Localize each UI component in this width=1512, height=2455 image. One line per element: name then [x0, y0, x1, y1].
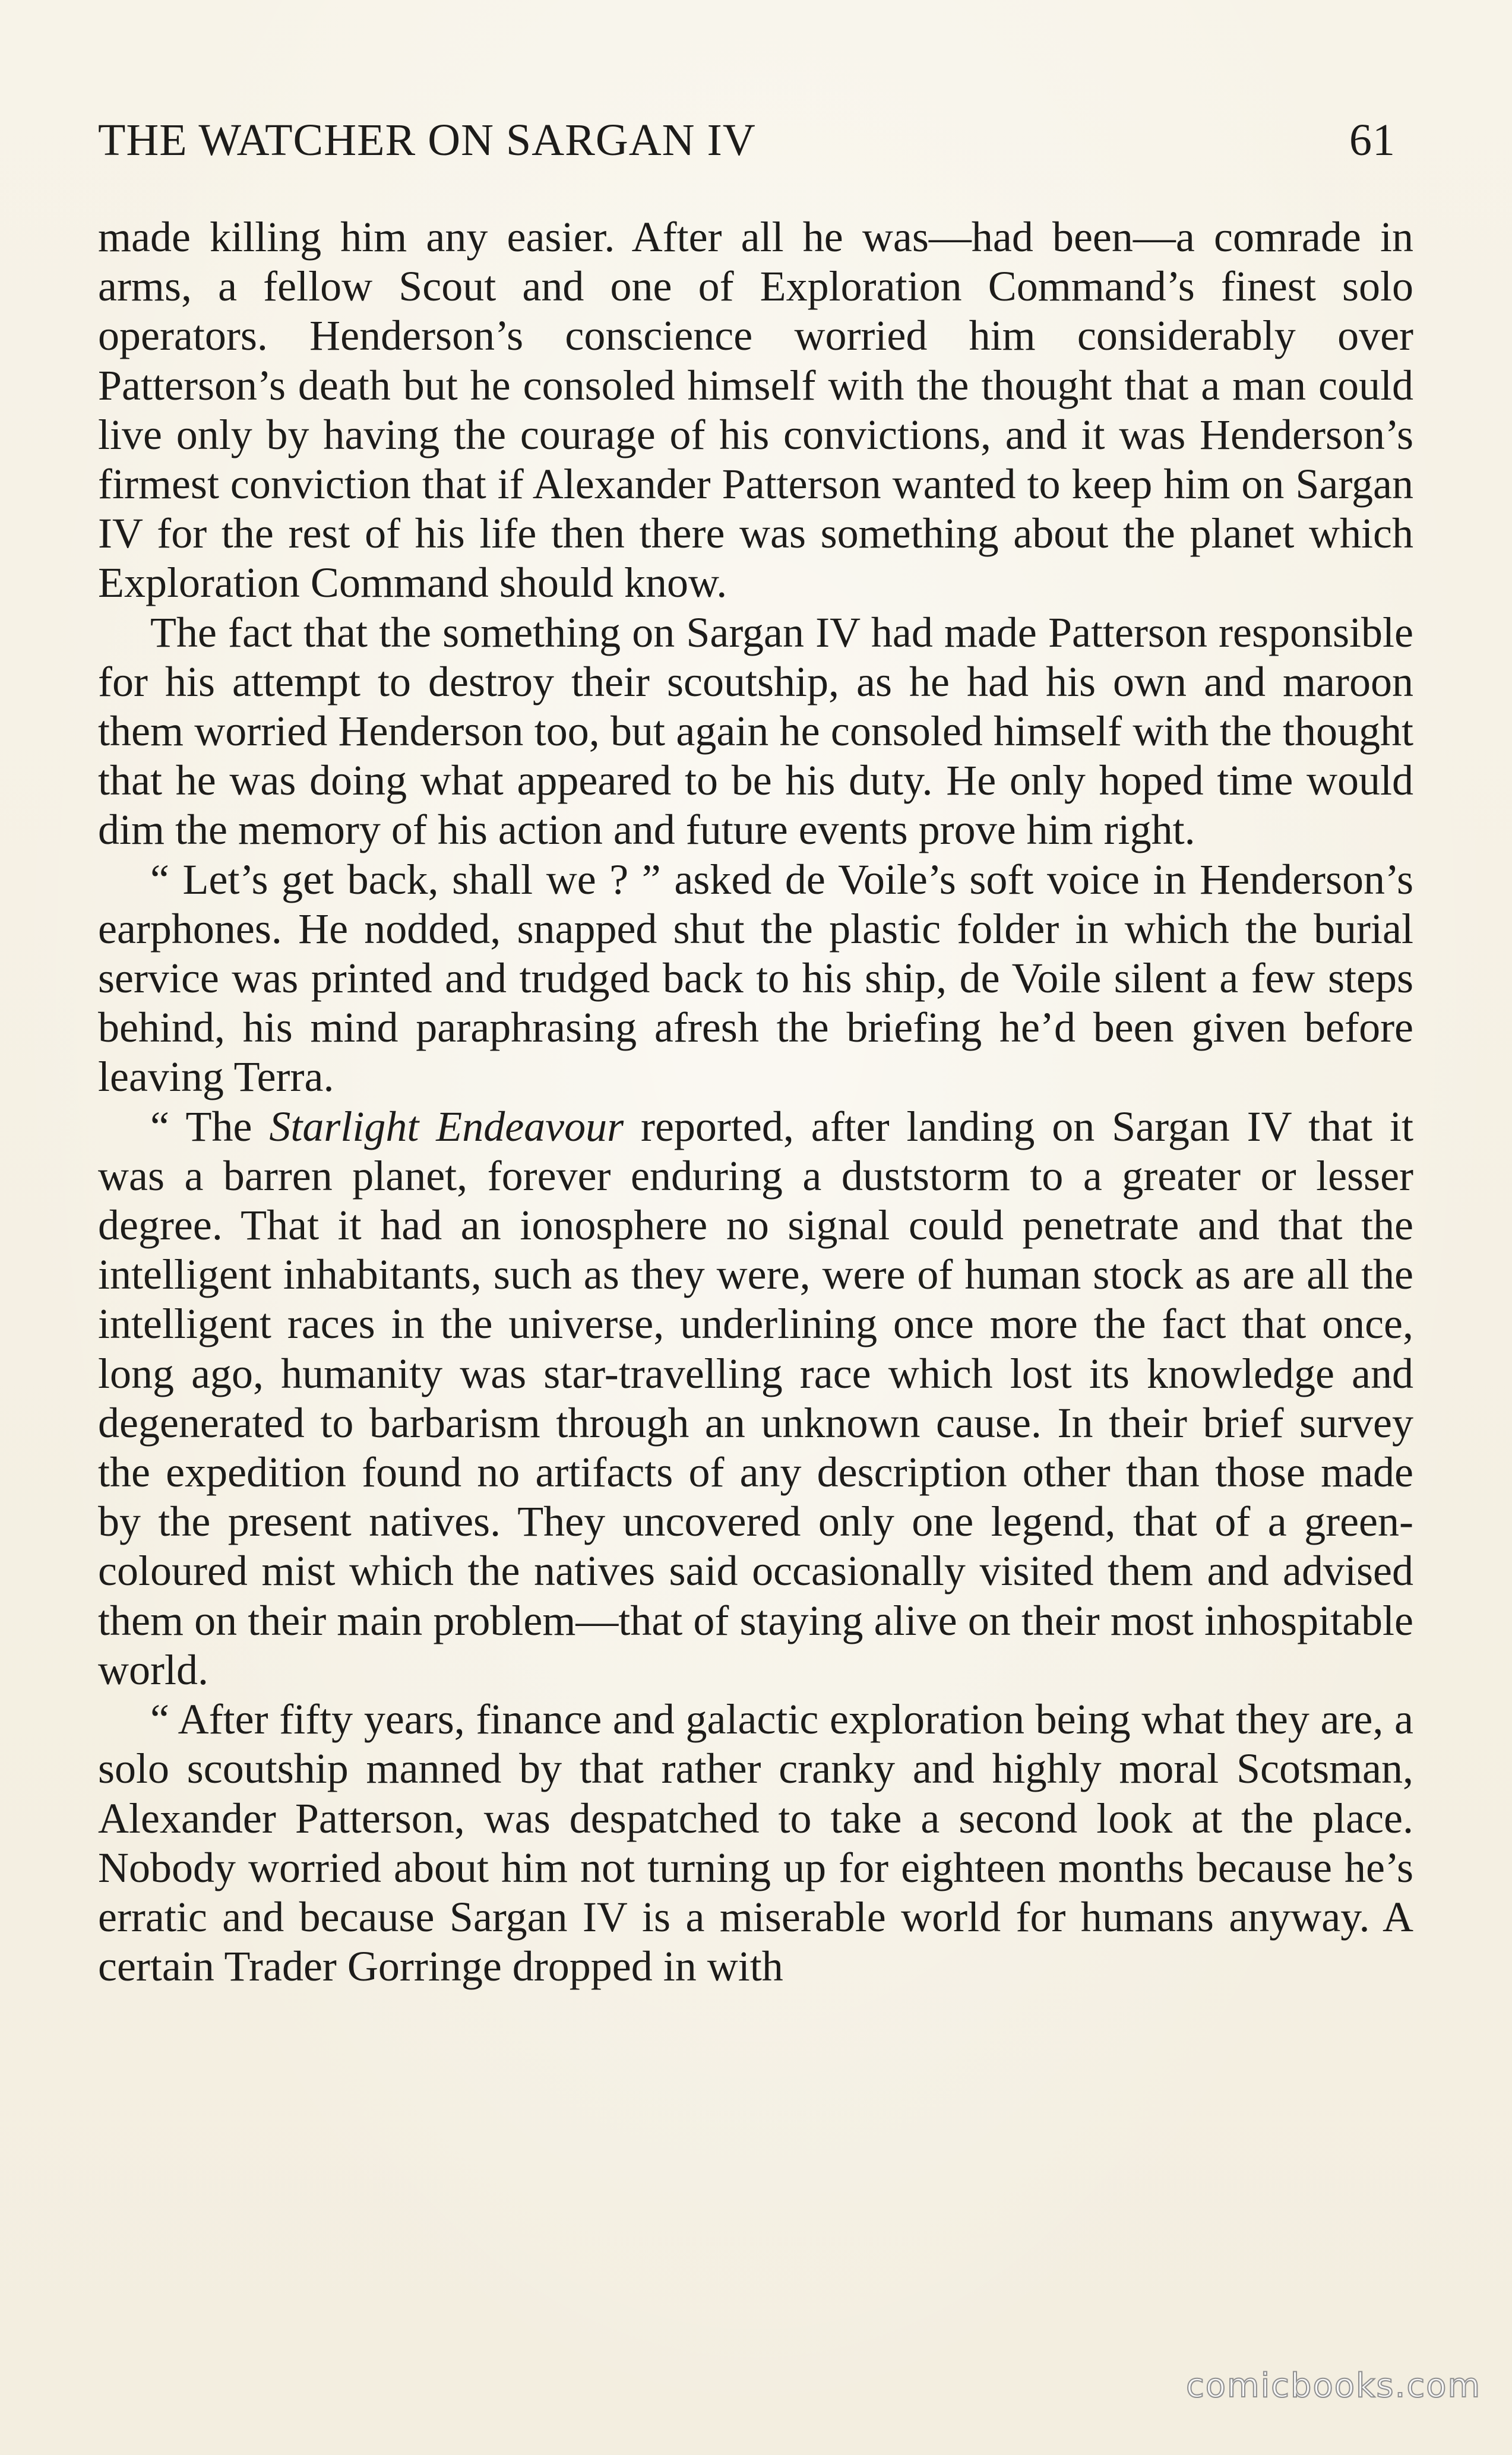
paragraph-4-rest: reported, after landing on Sargan IV that it was a barren planet, forever enduring a duststorm to a greater or lesser degree. That it had an ionosphere no signal could penetrate and that the intelligent inhabitants, such as they were, were of human stock as are all the intelligent races in the universe, underlining once more the fact that once, long ago, humanity was star-travelling race which lost its knowledge and degenerated to barbarism through an unknown cause. In their brief survey the expedition found no artifacts of any description other than those made by the present natives. They uncovered only one legend, that of a green-coloured mist which the natives said occasionally visited them and advised them on their main problem—that of staying alive on their most inhospitable world. — [98, 1102, 1414, 1694]
paragraph-4-start: “ The — [150, 1102, 270, 1150]
body-text — [98, 213, 1413, 1991]
page-number: 61 — [1349, 115, 1396, 165]
running-header — [98, 110, 1396, 170]
paragraph-5: “ After fifty years, finance and galactic exploration being what they are, a solo scoutship manned by that rather cranky and highly moral Scotsman, Alexander Patterson, was despatched to take a second look at the place. Nobody worried about him not turning up for eighteen months because he’s erratic and because Sargan IV is a miserable world for humans anyway. A certain Trader Gorringe dropped in with — [98, 1695, 1413, 1991]
paragraph-1: made killing him any easier. After all he was—had been—a comrade in arms, a fellow Scout and one of Exploration Command’s finest solo operators. Henderson’s conscience worried him considerably over Patterson’s death but he consoled himself with the thought that a man could live only by having the courage of his convictions, and it was Henderson’s firmest conviction that if Alexander Patterson wanted to keep him on Sargan IV for the rest of his life then there was something about the planet which Exploration Command should know. — [98, 213, 1413, 607]
paragraph-3: “ Let’s get back, shall we ? ” asked de Voile’s soft voice in Henderson’s earphones. He nodded, snapped shut the plastic folder in which the burial service was printed and trudged back to his ship, de Voile silent a few steps behind, his mind paraphrasing afresh the briefing he’d been given before leaving Terra. — [98, 855, 1413, 1101]
ship-name: Starlight Endeavour — [269, 1102, 624, 1150]
paragraph-2: The fact that the something on Sargan IV had made Patterson responsible for his attempt to destroy their scoutship, as he had his own and maroon them worried Henderson too, but again he consoled himself with the thought that he was doing what appeared to be his duty. He only hoped time would dim the memory of his action and future events prove him right. — [98, 608, 1413, 854]
running-title: THE WATCHER ON SARGAN IV — [98, 115, 756, 165]
paragraph-4 — [98, 1102, 1413, 1695]
watermark: comicbooks.com — [1185, 2367, 1481, 2405]
